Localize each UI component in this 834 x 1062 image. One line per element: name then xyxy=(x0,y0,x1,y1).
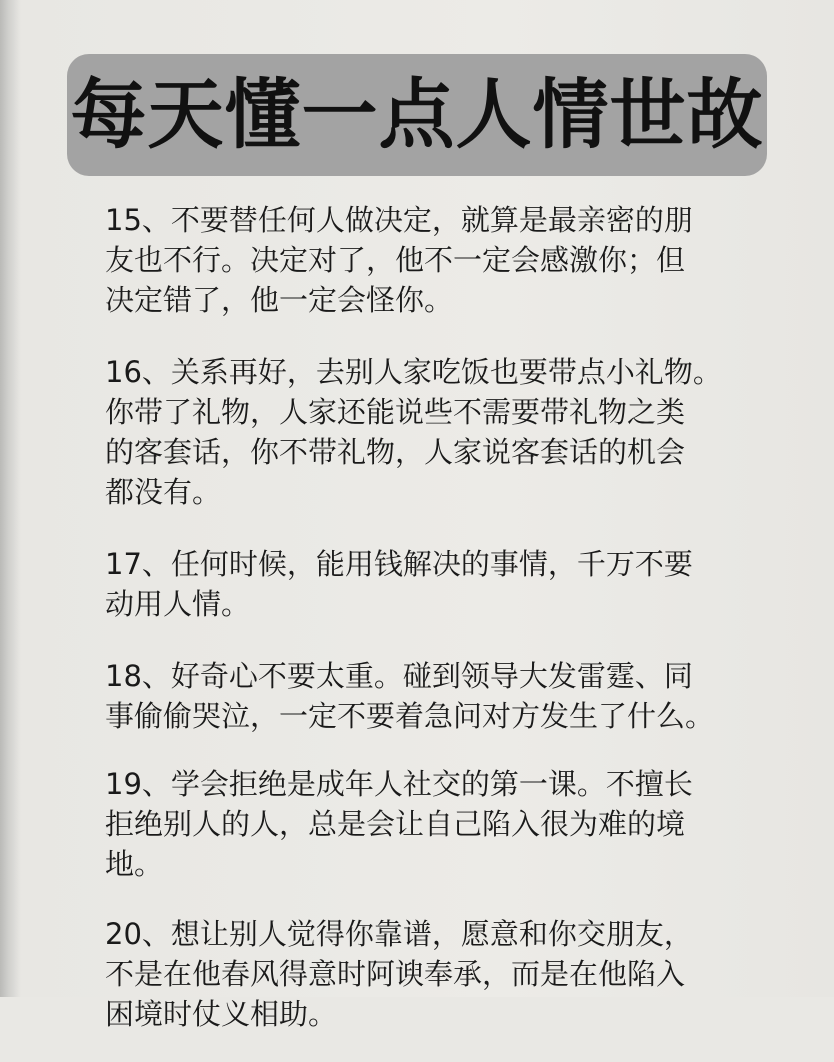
tip-item-20: 20、想让别人觉得你靠谱，愿意和你交朋友， 不是在他春风得意时阿谀奉承，而是在他陷入 困境时仗义相助。 xyxy=(105,917,693,1031)
tip-item-19: 19、学会拒绝是成年人社交的第一课。不擅长 拒绝别人的人，总是会让自己陷入很为难的境 地。 xyxy=(105,767,693,881)
title-banner xyxy=(67,54,767,176)
tips-list xyxy=(105,200,745,1062)
page-title: 每天懂一点人情世故 xyxy=(70,70,764,159)
tip-item-17: 17、任何时候，能用钱解决的事情，千万不要 动用人情。 xyxy=(105,547,693,621)
tip-item-18: 18、好奇心不要太重。碰到领导大发雷霆、同 事偷偷哭泣，一定不要着急问对方发生了什么。 xyxy=(105,659,715,733)
page-spine-shadow xyxy=(0,0,20,997)
tip-item-16: 16、关系再好，去别人家吃饭也要带点小礼物。 你带了礼物，人家还能说些不需要带礼物之类 的客套话，你不带礼物，人家说客套话的机会 都没有。 xyxy=(105,355,722,509)
tip-item-15: 15、不要替任何人做决定，就算是最亲密的朋 友也不行。决定对了，他不一定会感激你；但 决定错了，他一定会怪你。 xyxy=(105,203,693,317)
